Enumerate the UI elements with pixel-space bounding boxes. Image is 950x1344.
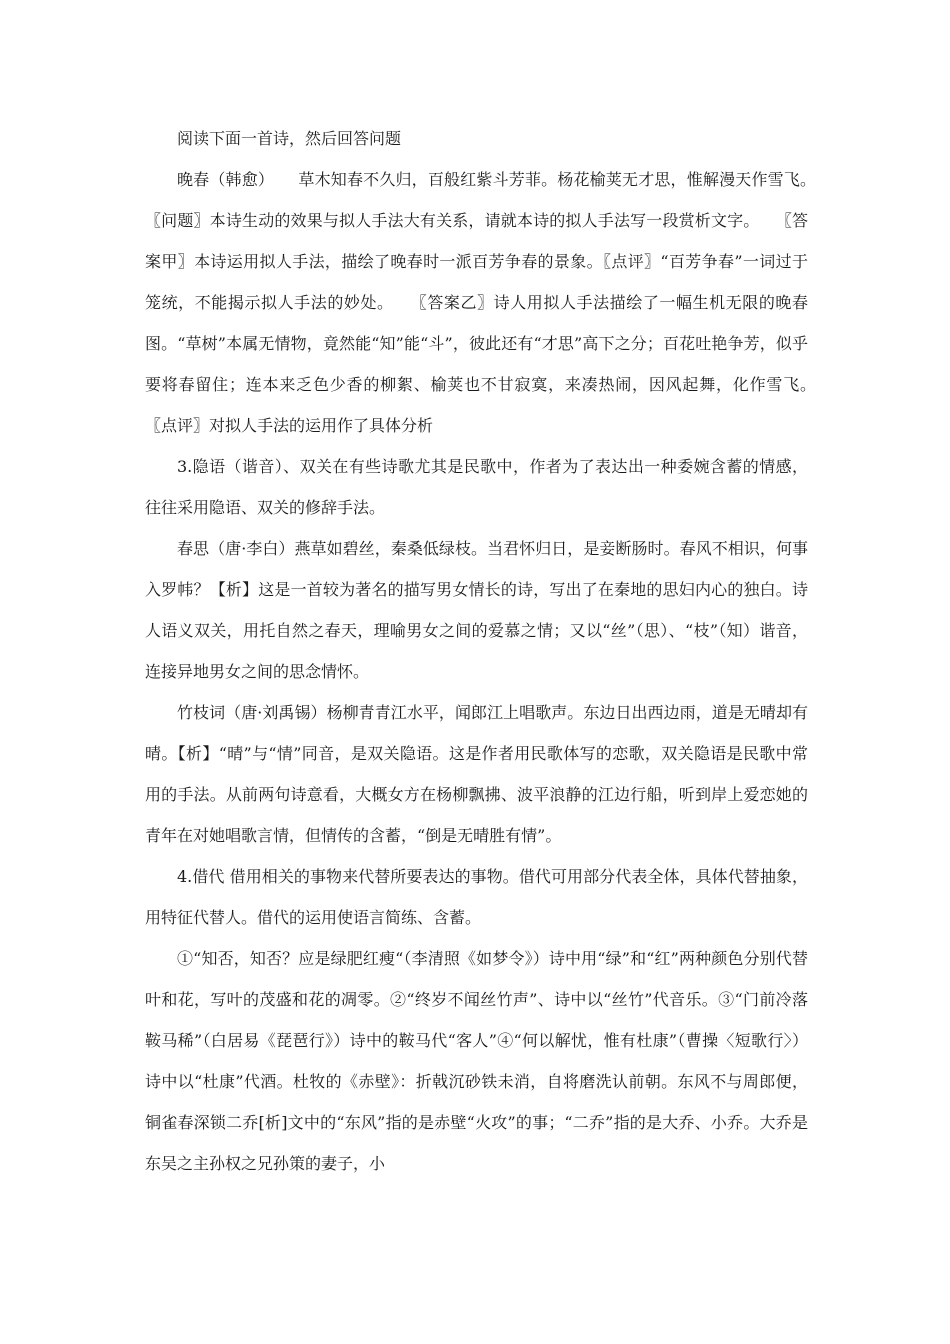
paragraph-section-3-heading: 3.隐语（谐音）、双关在有些诗歌尤其是民歌中，作者为了表达出一种委婉含蓄的情感，往往采用隐语、双关的修辞手法。 xyxy=(145,457,808,517)
paragraph-chunsi: 春思（唐·李白）燕草如碧丝，秦桑低绿枝。当君怀归日，是妾断肠时。春风不相识，何事入罗帏？【析】这是一首较为著名的描写男女情长的诗，写出了在秦地的思妇内心的独白。诗人语义双关，用托自然之春天，理喻男女之间的爱慕之情；又以“丝”（思）、“枝”（知）谐音，连接异地男女之间的思念情怀。 xyxy=(145,539,808,681)
paragraph-section-4-heading: 4.借代 借用相关的事物来代替所要表达的事物。借代可用部分代表全体，具体代替抽象，用特征代替人。借代的运用使语言简练、含蓄。 xyxy=(145,867,808,927)
paragraph-wanchun-analysis: 晚春（韩愈） 草木知春不久归，百般红紫斗芳菲。杨花榆荚无才思，惟解漫天作雪飞。 〖问题〗本诗生动的效果与拟人手法大有关系，请就本诗的拟人手法写一段赏析文字。 〖答案甲〗本诗运用拟人手法，描绘了晚春时一派百芳争春的景象。〖点评〗“百芳争春”一词过于笼统，不能揭示拟人手法的妙处。 〖答案乙〗诗人用拟人手法描绘了一幅生机无限的晚春图。“草树”本属无情物，竟然能“知”能“斗”，彼此还有“才思”高下之分；百花吐艳争芳，似乎要将春留住；连本来乏色少香的柳絮、榆荚也不甘寂寞，来凑热闹，因风起舞，化作雪飞。 〖点评〗对拟人手法的运用作了具体分析 xyxy=(145,170,841,435)
paragraph-zhuzhici: 竹枝词（唐·刘禹锡）杨柳青青江水平，闻郎江上唱歌声。东边日出西边雨，道是无晴却有晴。【析】“晴”与“情”同音，是双关隐语。这是作者用民歌体写的恋歌，双关隐语是民歌中常用的手法。从前两句诗意看，大概女方在杨柳飘拂、波平浪静的江边行船，听到岸上爱恋她的青年在对她唱歌言情，但情传的含蓄，“倒是无晴胜有情”。 xyxy=(145,703,808,845)
paragraph-jiedai-examples: ①“知否，知否？应是绿肥红瘦“（李清照《如梦令》）诗中用“绿”和“红”两种颜色分别代替叶和花，写叶的茂盛和花的凋零。②“终岁不闻丝竹声”、诗中以“丝竹”代音乐。③“门前冷落鞍马稀”（白居易《琵琶行》）诗中的鞍马代“客人”④“何以解忧，惟有杜康”（曹操〈短歌行〉）诗中以“杜康”代酒。杜牧的《赤壁》：折戟沉砂铁未消，自将磨洗认前朝。东风不与周郎便，铜雀春深锁二乔[析]文中的“东风”指的是赤壁“火攻”的事；“二乔”指的是大乔、小乔。大乔是东吴之主孙权之兄孙策的妻子，小 xyxy=(145,949,808,1173)
document-page xyxy=(145,118,841,1184)
paragraph-intro: 阅读下面一首诗，然后回答问题 xyxy=(177,129,402,148)
